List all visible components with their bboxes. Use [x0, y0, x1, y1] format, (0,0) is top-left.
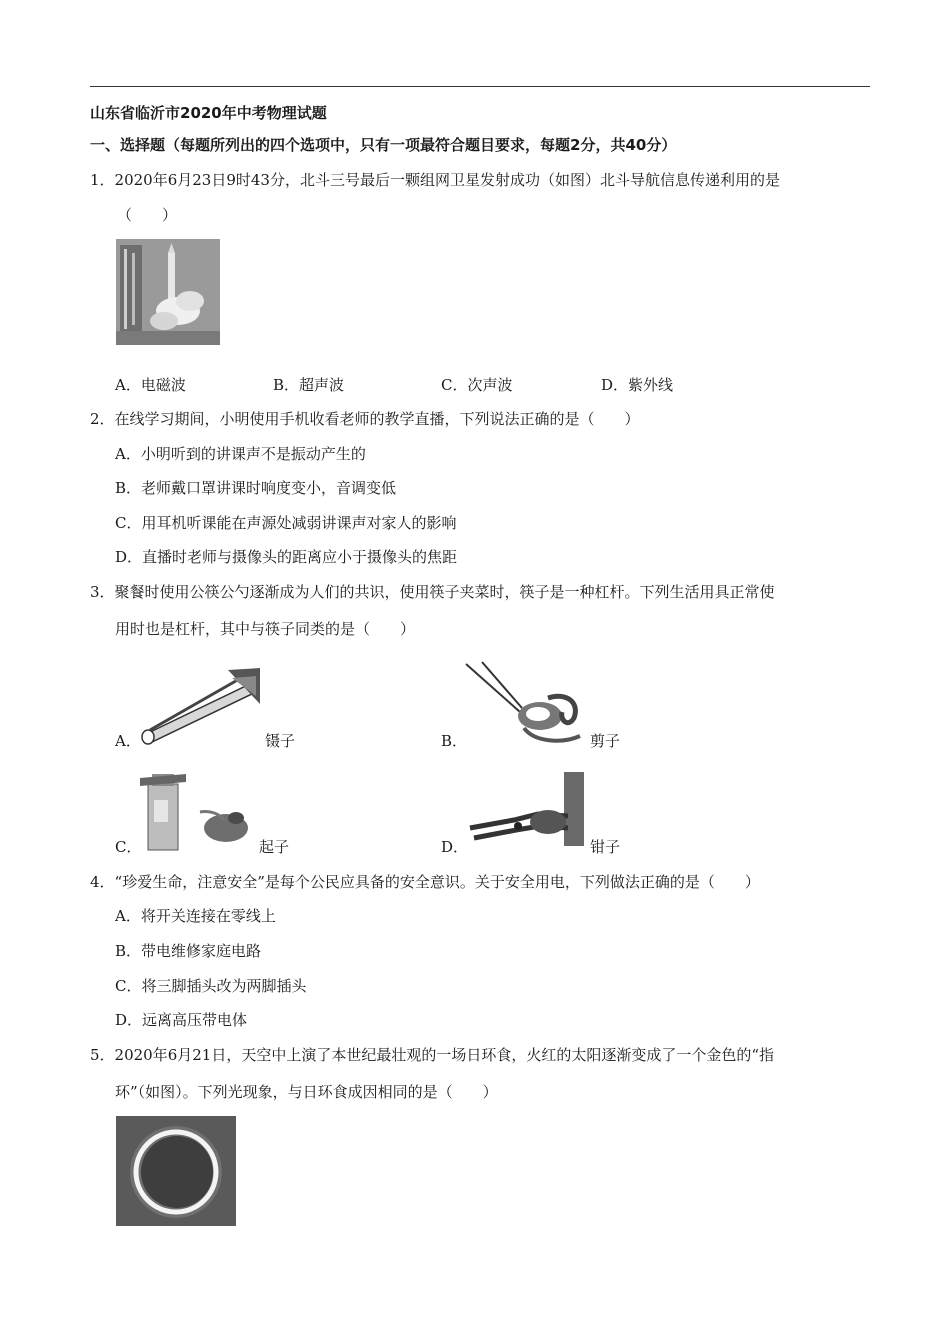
q4-option-b: B．带电维修家庭电路	[115, 942, 262, 960]
q3-option-d-letter: D．	[441, 838, 469, 856]
q3-option-b-name: 剪子	[590, 732, 621, 750]
q2-option-d: D．直播时老师与摄像头的距离应小于摄像头的焦距	[115, 548, 458, 566]
q1-option-a: A．电磁波	[115, 376, 186, 394]
q1-answer-blank: （ ）	[117, 206, 178, 224]
document-title: 山东省临沂市2020年中考物理试题	[90, 104, 327, 122]
q2-option-b: B．老师戴口罩讲课时响度变小，音调变低	[115, 479, 397, 497]
q3-option-c-letter: C．	[115, 838, 142, 856]
pliers-image	[468, 768, 588, 854]
annular-eclipse-image	[116, 1116, 236, 1226]
q2-option-a: A．小明听到的讲课声不是振动产生的	[115, 445, 366, 463]
q4-option-d: D．远离高压带电体	[115, 1011, 248, 1029]
q5-stem-line2: 环”（如图）。下列光现象，与日环食成因相同的是（ ）	[115, 1083, 498, 1101]
bottle-opener-image	[140, 770, 258, 852]
q1-option-d: D．紫外线	[601, 376, 674, 394]
q1-option-b: B．超声波	[273, 376, 345, 394]
q3-option-d-name: 钳子	[590, 838, 621, 856]
q1-option-c: C．次声波	[441, 376, 513, 394]
q3-option-a-letter: A．	[115, 732, 141, 750]
q2-stem: 2．在线学习期间，小明使用手机收看老师的教学直播，下列说法正确的是（ ）	[90, 410, 640, 428]
q3-option-c-name: 起子	[259, 838, 290, 856]
header-rule	[90, 86, 870, 87]
q4-option-a: A．将开关连接在零线上	[115, 907, 276, 925]
tweezers-image	[138, 662, 264, 746]
q1-stem: 1．2020年6月23日9时43分，北斗三号最后一颗组网卫星发射成功（如图）北斗导航信息传递利用的是	[90, 171, 780, 189]
q3-option-b-letter: B．	[441, 732, 468, 750]
q4-option-c: C．将三脚插头改为两脚插头	[115, 977, 307, 995]
q2-option-c: C．用耳机听课能在声源处减弱讲课声对家人的影响	[115, 514, 457, 532]
q3-option-a-name: 镊子	[265, 732, 296, 750]
q4-stem: 4．“珍爱生命，注意安全”是每个公民应具备的安全意识。关于安全用电，下列做法正确的是（ ）	[90, 873, 760, 891]
q5-stem-line1: 5．2020年6月21日，天空中上演了本世纪最壮观的一场日环食，火红的太阳逐渐变成了一个金色的“指	[90, 1046, 775, 1064]
rocket-launch-image	[116, 239, 220, 345]
q3-stem-line2: 用时也是杠杆，其中与筷子同类的是（ ）	[115, 620, 416, 638]
scissors-image	[462, 658, 588, 744]
q3-stem-line1: 3．聚餐时使用公筷公勺逐渐成为人们的共识，使用筷子夹菜时，筷子是一种杠杆。下列生活用具正常使	[90, 583, 775, 601]
section-heading: 一、选择题（每题所列出的四个选项中，只有一项最符合题目要求，每题2分，共40分）	[90, 136, 677, 154]
